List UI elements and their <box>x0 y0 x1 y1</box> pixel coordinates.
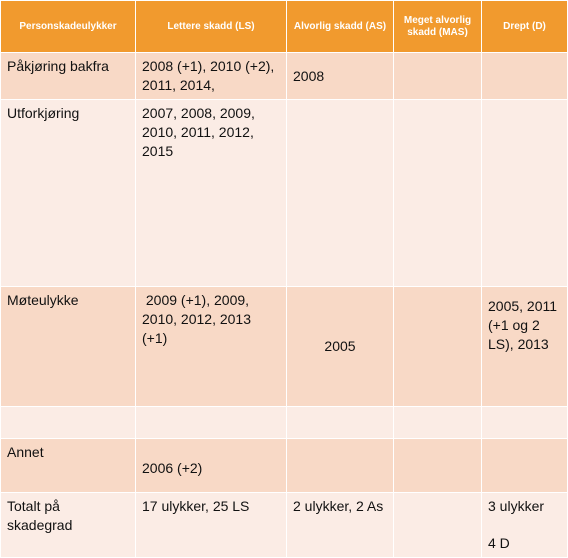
total-killed: 4 D <box>488 535 510 551</box>
mas-cell <box>394 100 482 287</box>
total-accidents-d: 3 ulykker <box>488 498 545 514</box>
category-cell: Påkjøring bakfra <box>1 53 136 100</box>
table-row <box>1 439 568 493</box>
header-lettere-skadd: Lettere skadd (LS) <box>136 1 287 53</box>
category-cell <box>1 407 136 439</box>
mas-cell <box>394 493 482 558</box>
table-row <box>1 407 568 439</box>
ls-cell: 2008 (+1), 2010 (+2), 2011, 2014, <box>136 53 287 100</box>
as-cell: 2 ulykker, 2 As <box>287 493 394 558</box>
ls-cell <box>136 407 287 439</box>
ls-cell: 17 ulykker, 25 LS <box>136 493 287 558</box>
header-alvorlig-skadd: Alvorlig skadd (AS) <box>287 1 394 53</box>
ls-cell: 2007, 2008, 2009, 2010, 2011, 2012, 2015 <box>136 100 287 287</box>
header-personskadeulykker: Personskadeulykker <box>1 1 136 53</box>
d-cell: 2005, 2011 (+1 og 2 LS), 2013 <box>482 287 568 407</box>
d-cell <box>482 407 568 439</box>
as-cell <box>287 407 394 439</box>
category-cell: Annet <box>1 439 136 493</box>
ls-cell: 2009 (+1), 2009, 2010, 2012, 2013 (+1) <box>136 287 287 407</box>
ls-cell: 2006 (+2) <box>136 439 287 493</box>
category-cell: Totalt på skadegrad <box>1 493 136 558</box>
as-cell <box>287 100 394 287</box>
table-row <box>1 100 568 287</box>
mas-cell <box>394 439 482 493</box>
as-cell: 2005 <box>287 287 394 407</box>
header-row <box>1 1 568 53</box>
mas-cell <box>394 407 482 439</box>
table-row <box>1 493 568 558</box>
d-cell <box>482 100 568 287</box>
category-cell: Utforkjøring <box>1 100 136 287</box>
d-cell <box>482 493 568 558</box>
table-row <box>1 287 568 407</box>
category-cell: Møteulykke <box>1 287 136 407</box>
mas-cell <box>394 287 482 407</box>
d-cell <box>482 53 568 100</box>
header-drept: Drept (D) <box>482 1 568 53</box>
as-cell <box>287 439 394 493</box>
table-row <box>1 53 568 100</box>
header-meget-alvorlig-skadd: Meget alvorlig skadd (MAS) <box>394 1 482 53</box>
mas-cell <box>394 53 482 100</box>
as-cell: 2008 <box>287 53 394 100</box>
d-cell <box>482 439 568 493</box>
